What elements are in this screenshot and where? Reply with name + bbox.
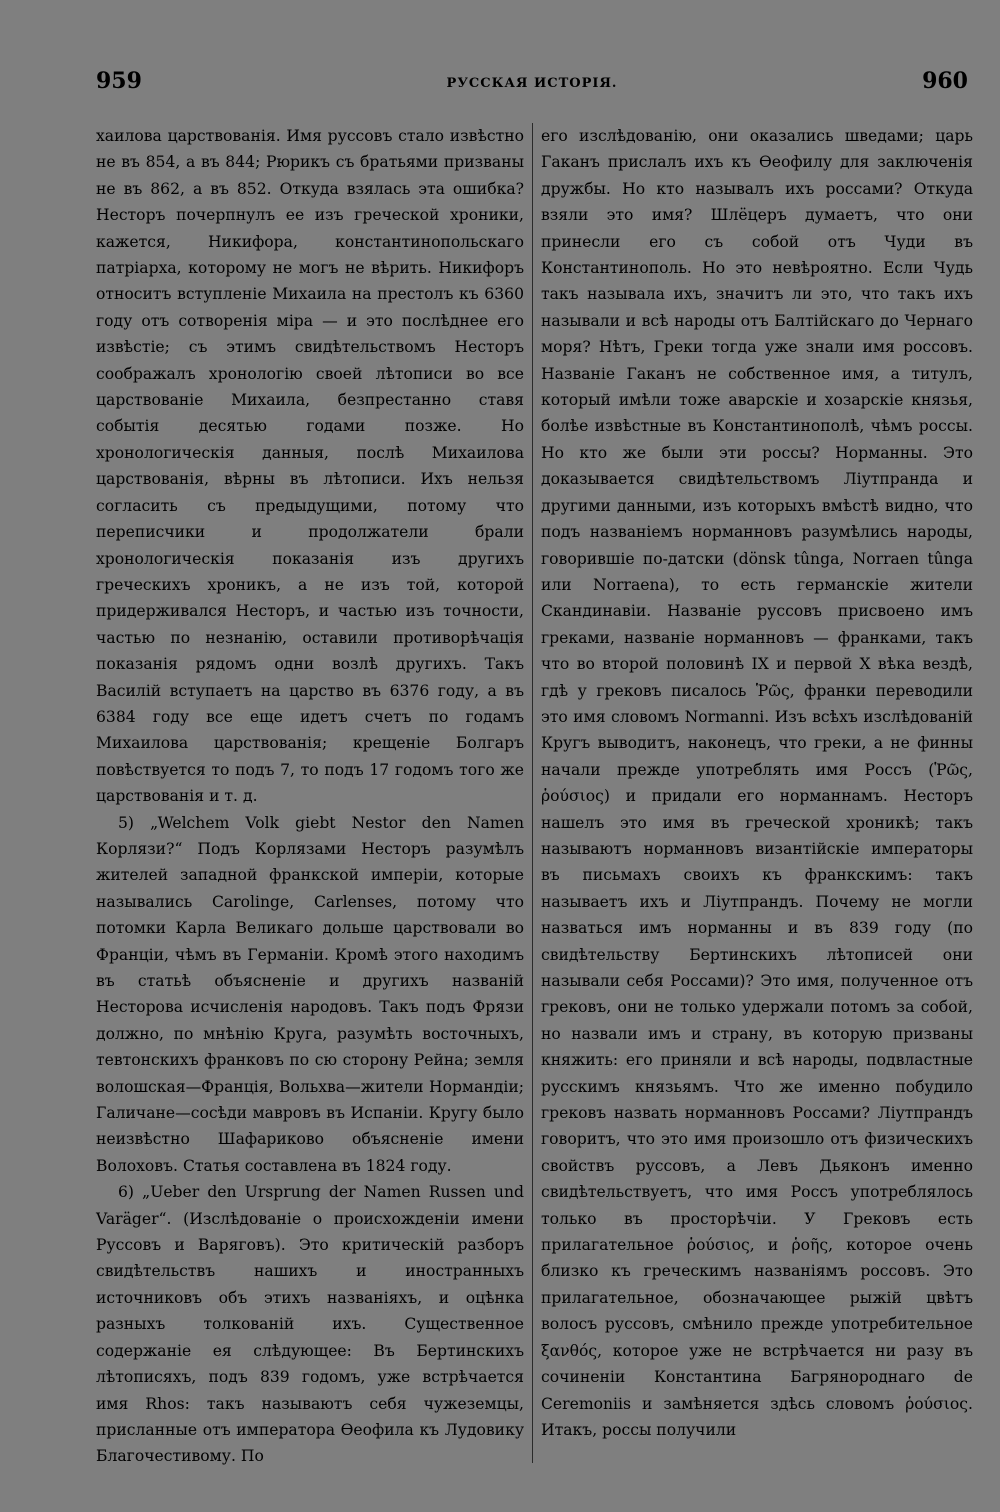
running-title: РУССКАЯ ИСТОРІЯ. bbox=[446, 76, 618, 91]
right-column bbox=[541, 123, 973, 1443]
left-column bbox=[96, 123, 524, 1470]
right-paragraph-1: его изслѣдованію, они оказались шведами; царь Гаканъ прислалъ ихъ къ Ѳеофилу для заключенія дружбы. Но кто называлъ ихъ россами? Откуда взяли это имя? Шлёцеръ думаетъ, что они принесли его съ собой отъ Чуди въ Константинополь. Но это невѣроятно. Если Чудь такъ называла ихъ, значитъ ли это, что такъ ихъ называли и всѣ народы отъ Балтійскаго до Чернаго моря? Нѣтъ, Греки тогда уже знали имя россовъ. Названіе Гаканъ не собственное имя, а титулъ, который имѣли тоже аварскіе и хозарскіе князья, болѣе извѣстные въ Константинополѣ, чѣмъ россы. Но кто же были эти россы? Норманны. Это доказывается свидѣтельствомъ Ліутпранда и другими данными, изъ которыхъ вмѣстѣ видно, что подъ названіемъ норманновъ разумѣлись народы, говорившіе по-датски (dönsk tûnga, Norraen tûnga или Norraena), то есть германскіе жители Скандинавіи. Названіе руссовъ присвоено имъ греками, названіе норманновъ — франками, такъ что во второй половинѣ IX и первой X вѣка вездѣ, гдѣ у грековъ писалось Ῥῶς, франки переводили это имя словомъ Normanni. Изъ всѣхъ изслѣдованій Кругъ выводитъ, наконецъ, что греки, а не финны начали прежде употреблять имя Россъ (Ῥῶς, ῥούσιος) и придали его норманнамъ. Несторъ нашелъ это имя въ греческой хроникѣ; такъ называютъ норманновъ византійскіе императоры въ письмахъ своихъ къ франкскимъ: такъ называетъ ихъ и Ліутпрандъ. Почему не могли назваться имъ норманны и въ 839 году (по свидѣтельству Бертинскихъ лѣтописей они называли себя Россами)? Это имя, полученное отъ грековъ, они не только удержали потомъ за собой, но назвали имъ и страну, въ которую призваны княжить: его приняли и всѣ народы, подвластные русскимъ князьямъ. Что же именно побудило грековъ назвать норманновъ Россами? Ліутпрандъ говоритъ, что это имя произошло отъ физическихъ свойствъ руссовъ, а Левъ Дьяконъ именно свидѣтельствуетъ, что имя Россъ употреблялось только въ просторѣчіи. У Грековъ есть прилагательное ῥούσιος, и ῥοῆς, которое очень близко къ греческимъ названіямъ россовъ. Это прилагательное, обозначающее рыжій цвѣтъ волосъ руссовъ, смѣнило прежде употребительное ξανθός, которое уже не встрѣчается ни разу въ сочиненіи Константина Багрянороднаго de Ceremoniis и замѣняется здѣсь словомъ ῥούσιος. Итакъ, россы получили bbox=[541, 127, 973, 1439]
right-page-number: 960 bbox=[922, 68, 968, 94]
left-paragraph-2: 5) „Welchem Volk giebt Nestor den Namen Корлязи?“ Подъ Корлязами Несторъ разумѣлъ жителей западной франкской имперіи, которые назывались Carolinge, Carlenses, потому что потомки Карла Великаго дольше царствовали во Франціи, чѣмъ въ Германіи. Кромѣ этого находимъ въ статьѣ объясненіе и другихъ названій Несторова исчисленія народовъ. Такъ подъ Фрязи должно, по мнѣнію Круга, разумѣть восточныхъ, тевтонскихъ франковъ по сю сторону Рейна; земля волошская—Франція, Вольхва—жители Нормандіи; Галичане—сосѣди мавровъ въ Испаніи. Кругу было неизвѣстно Шафариково объясненіе имени Волоховъ. Статья составлена въ 1824 году. bbox=[96, 813, 524, 1175]
left-paragraph-3: 6) „Ueber den Ursprung der Namen Russen und Varäger“. (Изслѣдованіе о происхожденіи имени Руссовъ и Варяговъ). Это критическій разборъ свидѣтельствъ нашихъ и иностранныхъ источниковъ объ этихъ названіяхъ, и оцѣнка разныхъ толкованій ихъ. Существенное содержаніе ея слѣдующее: Въ Бертинскихъ лѣтописяхъ, подъ 839 годомъ, уже встрѣчается имя Rhos: такъ называютъ себя чужеземцы, присланные отъ императора Ѳеофила къ Лудовику Благочестивому. По bbox=[96, 1183, 524, 1466]
left-page-number: 959 bbox=[96, 68, 142, 94]
left-paragraph-1: хаилова царствованія. Имя руссовъ стало извѣстно не въ 854, а въ 844; Рюрикъ съ братьями призваны не въ 862, а въ 852. Откуда взялась эта ошибка? Несторъ почерпнулъ ее изъ греческой хроники, кажется, Никифора, константинопольскаго патріарха, которому не могъ не вѣрить. Никифоръ относитъ вступленіе Михаила на престолъ къ 6360 году отъ сотворенія міра — и это послѣднее его извѣстіе; съ этимъ свидѣтельствомъ Несторъ соображалъ хронологію своей лѣтописи во все царствованіе Михаила, безпрестанно ставя событія десятью годами позже. Но хронологическія данныя, послѣ Михаилова царствованія, вѣрны въ лѣтописи. Ихъ нельзя согласить съ предыдущими, потому что переписчики и продолжатели брали хронологическія показанія изъ другихъ греческихъ хроникъ, а не изъ той, которой придерживался Несторъ, и частью изъ точности, частью по незнанію, оставили противорѣчація показанія рядомъ одни возлѣ другихъ. Такъ Василій вступаетъ на царство въ 6376 году, а въ 6384 году все еще идетъ счетъ по годамъ Михаилова царствованія; крещеніе Болгаръ повѣствуется то подъ 7, то подъ 17 годомъ того же царствованія и т. д. bbox=[96, 127, 524, 806]
column-divider bbox=[532, 123, 533, 1463]
page-header bbox=[96, 68, 968, 102]
